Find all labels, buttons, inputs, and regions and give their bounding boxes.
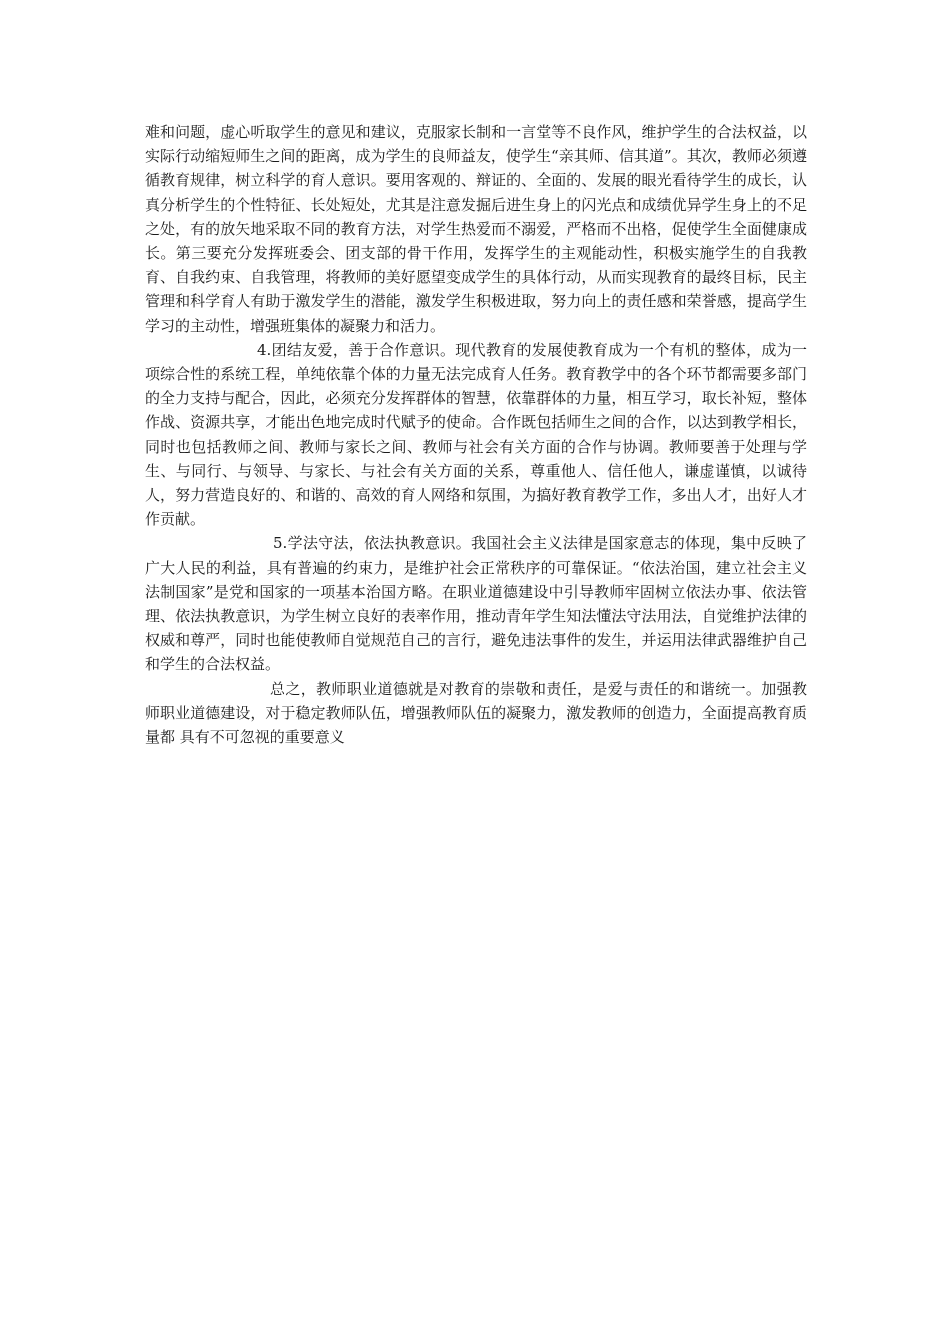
paragraph-continuation: 难和问题，虚心听取学生的意见和建议，克服家长制和一言堂等不良作风，维护学生的合法权益，以实际行动缩短师生之间的距离，成为学生的良师益友，使学生“亲其师、信其道”。其次，教师必须遵循教育规律，树立科学的育人意识。要用客观的、辩证的、全面的、发展的眼光看待学生的成长，认真分析学生的个性特征、长处短处，尤其是注意发掘后进生身上的闪光点和成绩优异学生身上的不足之处，有的放矢地采取不同的教育方法，对学生热爱而不溺爱，严格而不出格，促使学生全面健康成长。第三要充分发挥班委会、团支部的骨干作用，发挥学生的主观能动性，积极实施学生的自我教育、自我约束、自我管理，将教师的美好愿望变成学生的具体行动，从而实现教育的最终目标，民主管理和科学育人有助于激发学生的潜能，激发学生积极进取，努力向上的责任感和荣誉感，提高学生学习的主动性，增强班集体的凝聚力和活力。 xyxy=(145,123,807,335)
paragraph-conclusion: 总之，教师职业道德就是对教育的崇敬和责任，是爱与责任的和谐统一。加强教师职业道德建设，对于稳定教师队伍，增强教师队伍的凝聚力，激发教师的创造力，全面提高教育质量都 具有不可忽视的重要意义 xyxy=(145,679,807,747)
paragraph-item-4: 4.团结友爱，善于合作意识。现代教育的发展使教育成为一个有机的整体，成为一项综合性的系统工程，单纯依靠个体的力量无法完成育人任务。教育教学中的各个环节都需要多部门的全力支持与配合，因此，必须充分发挥群体的智慧，依靠群体的力量，相互学习，取长补短，整体作战、资源共享，才能出色地完成时代赋予的使命。合作既包括师生之间的合作，以达到教学相长，同时也包括教师之间、教师与家长之间、教师与社会有关方面的合作与协调。教师要善于处理与学生、与同行、与领导、与家长、与社会有关方面的关系，尊重他人、信任他人，谦虚谨慎，以诚待人，努力营造良好的、和谐的、高效的育人网络和氛围，为搞好教育教学工作，多出人才，出好人才作贡献。 xyxy=(145,340,807,529)
paragraph-item-5: 5.学法守法，依法执教意识。我国社会主义法律是国家意志的体现，集中反映了广大人民的利益，具有普遍的约束力，是维护社会正常秩序的可靠保证。“依法治国，建立社会主义法制国家”是党和国家的一项基本治国方略。在职业道德建设中引导教师牢固树立依法办事、依法管理、依法执教意识，为学生树立良好的表率作用，推动青年学生知法懂法守法用法，自觉维护法律的权威和尊严，同时也能使教师自觉规范自己的言行，避免违法事件的发生，并运用法律武器维护自己和学生的合法权益。 xyxy=(145,534,807,674)
document-body xyxy=(145,120,807,749)
